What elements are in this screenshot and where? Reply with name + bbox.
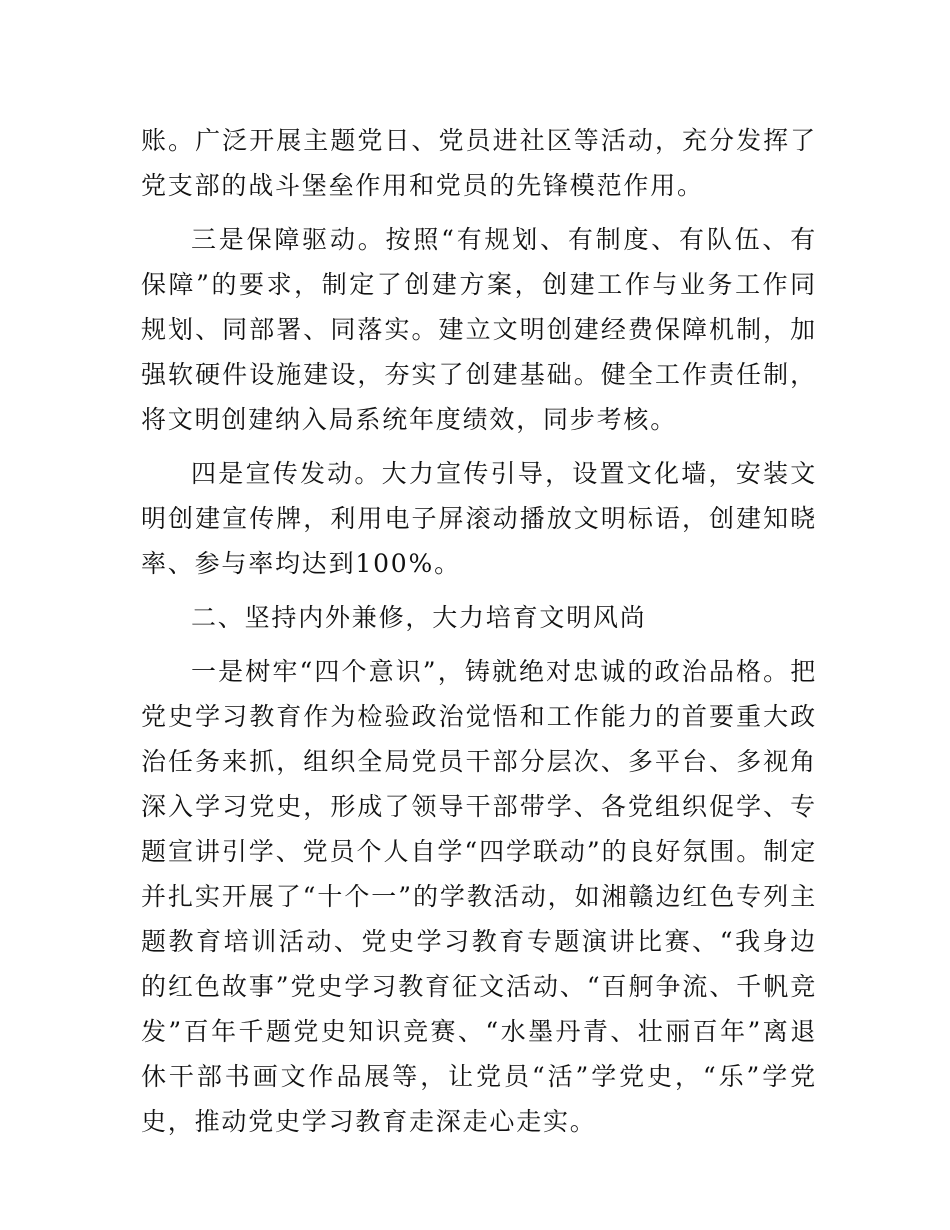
document-body (141, 118, 817, 1153)
paragraph-continuation: 账。广泛开展主题党日、党员进社区等活动，充分发挥了党支部的战斗堡垒作用和党员的先锋模范作用。 (141, 126, 817, 200)
section-heading: 二、坚持内外兼修，大力培育文明风尚 (191, 603, 647, 632)
paragraph-four-consciousness: 一是树牢“四个意识”，铸就绝对忠诚的政治品格。把党史学习教育作为检验政治觉悟和工作能力的首要重大政治任务来抓，组织全局党员干部分层次、多平台、多视角深入学习党史，形成了领导干部带学、各党组织促学、专题宣讲引学、党员个人自学“四学联动”的良好氛围。制定并扎实开展了“十个一”的学教活动，如湘赣边红色专列主题教育培训活动、党史学习教育专题演讲比赛、“我身边的红色故事”党史学习教育征文活动、“百舸争流、千帆竞发”百年千题党史知识竞赛、“水墨丹青、壮丽百年”离退休干部书画文作品展等，让党员“活”学党史，“乐”学党史，推动党史学习教育走深走心走实。 (141, 657, 817, 1136)
paragraph-publicity: 四是宣传发动。大力宣传引导，设置文化墙，安装文明创建宣传牌，利用电子屏滚动播放文明标语，创建知晓率、参与率均达到100%。 (141, 459, 817, 578)
paragraph-guarantee-drive: 三是保障驱动。按照“有规划、有制度、有队伍、有保障”的要求，制定了创建方案，创建工作与业务工作同规划、同部署、同落实。建立文明创建经费保障机制，加强软硬件设施建设，夯实了创建基础。健全工作责任制，将文明创建纳入局系统年度绩效，同步考核。 (141, 225, 817, 434)
